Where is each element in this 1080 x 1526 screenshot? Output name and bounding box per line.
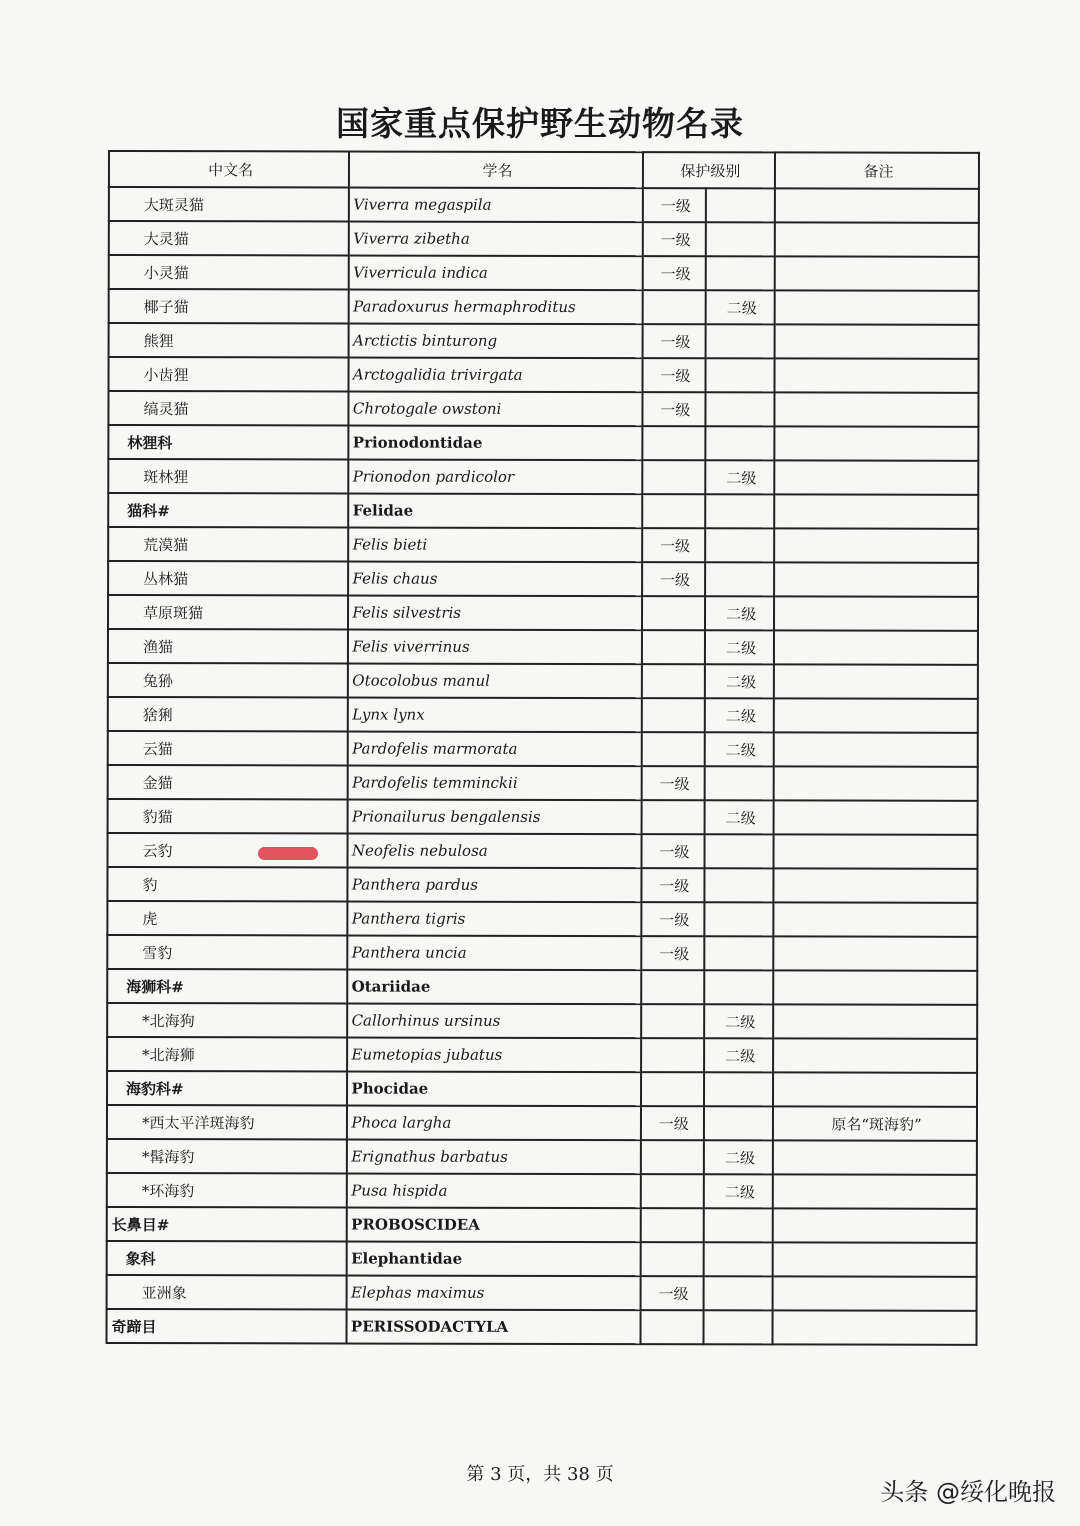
- scientific-name-cell: Lynx lynx: [348, 698, 641, 733]
- scientific-name-cell: Panthera uncia: [348, 936, 641, 971]
- level-two-cell: 二级: [704, 1174, 773, 1208]
- level-two-cell: [706, 188, 775, 222]
- remarks-cell: [774, 800, 978, 834]
- table-row: [107, 935, 977, 971]
- level-one-cell: [641, 732, 704, 766]
- scientific-name-cell: Elephantidae: [347, 1242, 640, 1277]
- scientific-name-cell: Pardofelis temminckii: [348, 766, 641, 801]
- level-one-cell: 一级: [641, 834, 704, 868]
- level-one-cell: [641, 1038, 704, 1072]
- remarks-cell: [774, 834, 978, 868]
- chinese-name-cell: 缟灵猫: [108, 391, 348, 426]
- remarks-cell: [775, 222, 979, 256]
- level-two-cell: [705, 528, 774, 562]
- remarks-cell: [774, 902, 978, 936]
- level-two-cell: [704, 1106, 773, 1140]
- header-scientific-name: 学名: [349, 152, 642, 189]
- scientific-name-cell: Felis silvestris: [348, 596, 641, 631]
- table-row: [107, 1037, 977, 1073]
- remarks-cell: [773, 1310, 977, 1344]
- table-row: [107, 901, 977, 937]
- remarks-cell: [775, 426, 979, 460]
- red-highlight-mark: [258, 847, 318, 860]
- chinese-name-cell: 亚洲象: [107, 1275, 347, 1310]
- header-protection-level: 保护级别: [643, 152, 776, 188]
- remarks-cell: [774, 596, 978, 630]
- table-row: [108, 629, 978, 665]
- table-row: [107, 1241, 977, 1277]
- scientific-name-cell: Elephas maximus: [347, 1276, 640, 1311]
- chinese-name-cell: 象科: [107, 1241, 347, 1276]
- level-two-cell: 二级: [704, 1140, 773, 1174]
- protected-species-table: [105, 150, 979, 1346]
- table-row: [109, 221, 979, 257]
- level-two-cell: [705, 766, 774, 800]
- table-row: [108, 663, 978, 699]
- remarks-cell: [773, 1242, 977, 1276]
- level-two-cell: 二级: [705, 596, 774, 630]
- chinese-name-cell: 雪豹: [107, 935, 347, 970]
- level-two-cell: [704, 902, 773, 936]
- level-two-cell: 二级: [704, 1038, 773, 1072]
- remarks-cell: [775, 256, 979, 290]
- remarks-cell: [773, 1276, 977, 1310]
- scientific-name-cell: Arctogalidia trivirgata: [349, 358, 642, 393]
- level-two-cell: [706, 256, 775, 290]
- chinese-name-cell: 猫科#: [108, 493, 348, 528]
- page-title: 国家重点保护野生动物名录: [336, 104, 744, 143]
- scientific-name-cell: Eumetopias jubatus: [347, 1038, 640, 1073]
- level-one-cell: 一级: [642, 392, 705, 426]
- chinese-name-cell: 海狮科#: [107, 969, 347, 1004]
- remarks-cell: [774, 732, 978, 766]
- scientific-name-cell: Felis chaus: [348, 562, 641, 597]
- chinese-name-cell: 猞猁: [108, 697, 348, 732]
- table-row: [108, 391, 978, 427]
- chinese-name-cell: 草原斑猫: [108, 595, 348, 630]
- scientific-name-cell: Felis bieti: [349, 528, 642, 563]
- table-row: [107, 1105, 977, 1141]
- level-one-cell: 一级: [641, 902, 704, 936]
- level-one-cell: 一级: [641, 868, 704, 902]
- header-remarks: 备注: [775, 152, 979, 188]
- scientific-name-cell: Felis viverrinus: [348, 630, 641, 665]
- level-two-cell: [704, 1242, 773, 1276]
- remarks-cell: [775, 188, 979, 222]
- level-one-cell: [640, 1208, 703, 1242]
- chinese-name-cell: 林狸科: [108, 425, 348, 460]
- table-row: [107, 1207, 977, 1243]
- chinese-name-cell: 丛林猫: [108, 561, 348, 596]
- chinese-name-cell: 兔狲: [108, 663, 348, 698]
- chinese-name-cell: 荒漠猫: [108, 527, 348, 562]
- level-two-cell: 二级: [705, 732, 774, 766]
- remarks-cell: [774, 460, 978, 494]
- chinese-name-cell: 小齿狸: [108, 357, 348, 392]
- chinese-name-cell: 长鼻目#: [107, 1207, 347, 1242]
- level-one-cell: 一级: [641, 766, 704, 800]
- level-one-cell: 一级: [641, 936, 704, 970]
- remarks-cell: [774, 868, 978, 902]
- level-one-cell: [642, 664, 705, 698]
- remarks-cell: 原名“斑海豹”: [773, 1106, 977, 1140]
- level-one-cell: [642, 630, 705, 664]
- table-row: [107, 1139, 977, 1175]
- chinese-name-cell: 熊狸: [109, 323, 349, 358]
- remarks-cell: [774, 698, 978, 732]
- table-row: [108, 731, 978, 767]
- remarks-cell: [773, 970, 977, 1004]
- level-two-cell: [706, 324, 775, 358]
- scientific-name-cell: Prionodon pardicolor: [349, 460, 642, 495]
- scientific-name-cell: Viverra megaspila: [349, 188, 642, 223]
- level-two-cell: 二级: [705, 800, 774, 834]
- level-two-cell: [704, 1276, 773, 1310]
- table-row: [108, 799, 978, 835]
- scientific-name-cell: Erignathus barbatus: [347, 1140, 640, 1175]
- scientific-name-cell: Chrotogale owstoni: [349, 392, 642, 427]
- level-one-cell: [642, 426, 705, 460]
- scientific-name-cell: Phocidae: [347, 1072, 640, 1107]
- level-one-cell: 一级: [641, 1106, 704, 1140]
- chinese-name-cell: *西太平洋斑海豹: [107, 1105, 347, 1140]
- level-two-cell: [704, 970, 773, 1004]
- level-two-cell: 二级: [704, 1004, 773, 1038]
- remarks-cell: [774, 630, 978, 664]
- remarks-cell: [773, 1140, 977, 1174]
- remarks-cell: [773, 1038, 977, 1072]
- chinese-name-cell: *北海狮: [107, 1037, 347, 1072]
- scientific-name-cell: Phoca largha: [347, 1106, 640, 1141]
- level-two-cell: [705, 494, 774, 528]
- chinese-name-cell: 豹: [107, 867, 347, 902]
- level-one-cell: [641, 970, 704, 1004]
- scientific-name-cell: Pusa hispida: [347, 1174, 640, 1209]
- chinese-name-cell: *环海豹: [107, 1173, 347, 1208]
- remarks-cell: [775, 358, 979, 392]
- chinese-name-cell: 云豹: [107, 833, 347, 868]
- remarks-cell: [774, 562, 978, 596]
- chinese-name-cell: 金猫: [108, 765, 348, 800]
- page-number: 第 3 页，共 38 页: [466, 1464, 614, 1485]
- level-one-cell: 一级: [642, 324, 705, 358]
- remarks-cell: [774, 936, 978, 970]
- level-one-cell: [642, 290, 705, 324]
- chinese-name-cell: 大斑灵猫: [109, 187, 349, 222]
- level-one-cell: 一级: [643, 222, 706, 256]
- chinese-name-cell: 云猫: [108, 731, 348, 766]
- scientific-name-cell: PERISSODACTYLA: [347, 1310, 640, 1345]
- level-two-cell: 二级: [705, 664, 774, 698]
- level-one-cell: 一级: [642, 562, 705, 596]
- table-row: [109, 323, 979, 359]
- table-row: [107, 833, 977, 869]
- level-two-cell: [704, 1072, 773, 1106]
- remarks-cell: [774, 494, 978, 528]
- scientific-name-cell: Arctictis binturong: [349, 324, 642, 359]
- chinese-name-cell: 小灵猫: [109, 255, 349, 290]
- scientific-name-cell: Otariidae: [348, 970, 641, 1005]
- remarks-cell: [775, 290, 979, 324]
- chinese-name-cell: 虎: [107, 901, 347, 936]
- level-one-cell: [641, 1004, 704, 1038]
- table-row: [107, 1173, 977, 1209]
- level-one-cell: [640, 1242, 703, 1276]
- scientific-name-cell: PROBOSCIDEA: [347, 1208, 640, 1243]
- table-row: [107, 969, 977, 1005]
- scientific-name-cell: Viverra zibetha: [349, 222, 642, 257]
- level-one-cell: [642, 494, 705, 528]
- scientific-name-cell: Pardofelis marmorata: [348, 732, 641, 767]
- chinese-name-cell: 大灵猫: [109, 221, 349, 256]
- chinese-name-cell: *髯海豹: [107, 1139, 347, 1174]
- level-two-cell: 二级: [705, 460, 774, 494]
- level-one-cell: [641, 1174, 704, 1208]
- remarks-cell: [773, 1174, 977, 1208]
- chinese-name-cell: 渔猫: [108, 629, 348, 664]
- watermark: 头条 @绥化晚报: [880, 1478, 1056, 1506]
- table-row: [108, 697, 978, 733]
- level-two-cell: 二级: [705, 698, 774, 732]
- level-two-cell: 二级: [706, 290, 775, 324]
- table-row: [107, 1071, 977, 1107]
- table-row: [108, 595, 978, 631]
- level-one-cell: [642, 596, 705, 630]
- level-one-cell: [641, 1140, 704, 1174]
- remarks-cell: [773, 1208, 977, 1242]
- table-row: [108, 357, 978, 393]
- scientific-name-cell: Viverricula indica: [349, 256, 642, 291]
- table-row: [109, 187, 979, 223]
- level-two-cell: [705, 392, 774, 426]
- scientific-name-cell: Neofelis nebulosa: [348, 834, 641, 869]
- table-row: [108, 527, 978, 563]
- chinese-name-cell: 椰子猫: [109, 289, 349, 324]
- level-one-cell: 一级: [643, 188, 706, 222]
- level-two-cell: [704, 936, 773, 970]
- table-row: [108, 425, 978, 461]
- level-two-cell: 二级: [705, 630, 774, 664]
- table-row: [107, 1275, 977, 1311]
- table-header-row: [109, 151, 979, 189]
- table-row: [108, 459, 978, 495]
- table-row: [107, 1003, 977, 1039]
- table-row: [108, 561, 978, 597]
- level-two-cell: [705, 358, 774, 392]
- header-chinese-name: 中文名: [109, 151, 349, 188]
- scientific-name-cell: Otocolobus manul: [348, 664, 641, 699]
- table-row: [109, 255, 979, 291]
- chinese-name-cell: 海豹科#: [107, 1071, 347, 1106]
- table-row: [108, 765, 978, 801]
- scientific-name-cell: Prionailurus bengalensis: [348, 800, 641, 835]
- scientific-name-cell: Panthera pardus: [348, 868, 641, 903]
- level-two-cell: [706, 222, 775, 256]
- level-two-cell: [704, 868, 773, 902]
- level-one-cell: [641, 800, 704, 834]
- chinese-name-cell: 斑林狸: [108, 459, 348, 494]
- remarks-cell: [775, 392, 979, 426]
- level-one-cell: 一级: [640, 1276, 703, 1310]
- level-two-cell: [704, 834, 773, 868]
- scientific-name-cell: Felidae: [349, 494, 642, 529]
- level-one-cell: [640, 1310, 703, 1344]
- remarks-cell: [774, 528, 978, 562]
- remarks-cell: [773, 1072, 977, 1106]
- scientific-name-cell: Prionodontidae: [349, 426, 642, 461]
- scientific-name-cell: Paradoxurus hermaphroditus: [349, 290, 642, 325]
- level-one-cell: [642, 698, 705, 732]
- scientific-name-cell: Panthera tigris: [348, 902, 641, 937]
- level-two-cell: [705, 562, 774, 596]
- level-one-cell: 一级: [642, 528, 705, 562]
- remarks-cell: [775, 324, 979, 358]
- table-row: [107, 1309, 977, 1345]
- level-one-cell: 一级: [642, 358, 705, 392]
- chinese-name-cell: *北海狗: [107, 1003, 347, 1038]
- table-row: [108, 493, 978, 529]
- level-one-cell: [641, 1072, 704, 1106]
- level-one-cell: [642, 460, 705, 494]
- remarks-cell: [774, 664, 978, 698]
- level-two-cell: [704, 1208, 773, 1242]
- scientific-name-cell: Callorhinus ursinus: [348, 1004, 641, 1039]
- remarks-cell: [773, 1004, 977, 1038]
- table-row: [109, 289, 979, 325]
- chinese-name-cell: 奇蹄目: [107, 1309, 347, 1344]
- table-row: [107, 867, 977, 903]
- level-one-cell: 一级: [642, 256, 705, 290]
- level-two-cell: [705, 426, 774, 460]
- remarks-cell: [774, 766, 978, 800]
- chinese-name-cell: 豹猫: [108, 799, 348, 834]
- level-two-cell: [703, 1310, 772, 1344]
